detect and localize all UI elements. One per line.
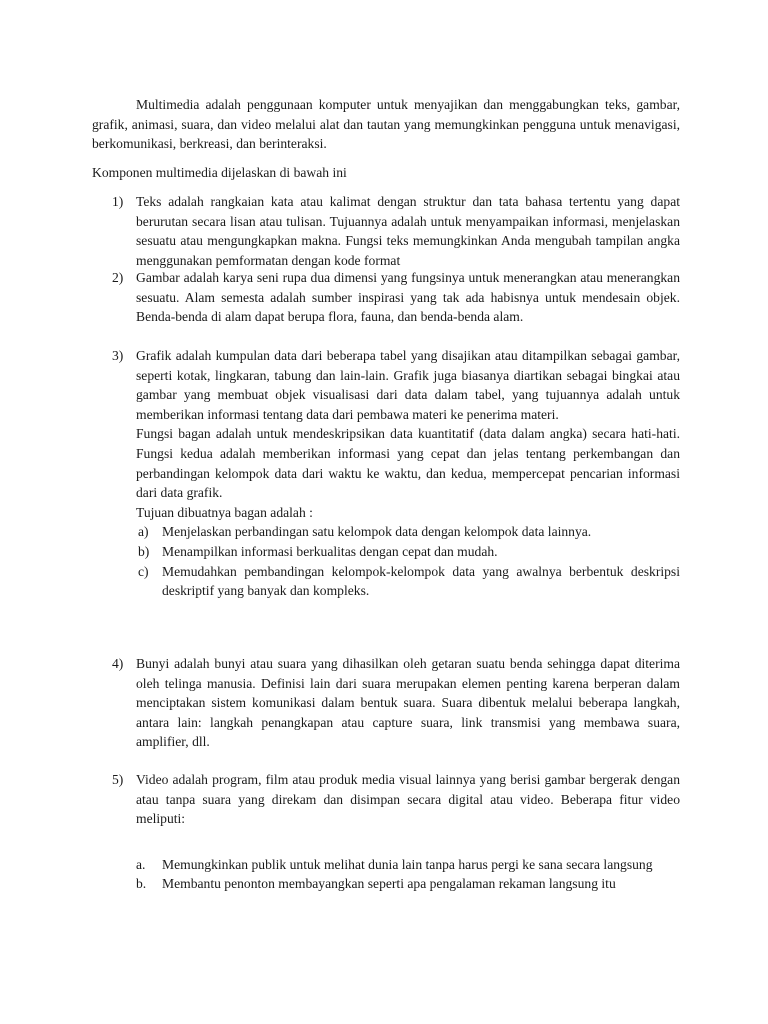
- sub-list-text: Menampilkan informasi berkualitas dengan cepat dan mudah.: [162, 543, 498, 559]
- sub-list-item: [116, 562, 680, 601]
- list-item-text-2: Fungsi bagan adalah untuk mendeskripsikan data kuantitatif (data dalam angka) secara hati-hati. Fungsi kedua adalah memberikan informasi yang cepat dan jelas tentang perkembangan dan perbandingan kelompok data dari waktu ke waktu, dan kedua, mempercepat pencarian informasi dari data grafik.: [136, 426, 680, 501]
- list-item: [92, 192, 680, 270]
- sub-list-label: a.: [136, 856, 146, 872]
- sub-list-text: Memudahkan pembandingan kelompok-kelompok data yang awalnya berbentuk deskripsi deskriptif yang banyak dan kompleks.: [162, 563, 680, 599]
- sub-list-label: b): [138, 543, 150, 559]
- list-item-number: 4): [112, 656, 124, 671]
- list-item-number: 5): [112, 772, 124, 787]
- list-item-number: 3): [112, 348, 124, 363]
- list-item: [92, 268, 680, 327]
- list-item-text: Gambar adalah karya seni rupa dua dimensi yang fungsinya untuk menerangkan atau menerangkan sesuatu. Alam semesta adalah sumber inspirasi yang tak ada habisnya untuk mendesain objek. Benda-benda di alam dapat berupa flora, fauna, dan benda-benda alam.: [136, 270, 680, 325]
- list-item-text-3: Tujuan dibuatnya bagan adalah :: [136, 504, 313, 520]
- sub-list-item: [116, 542, 680, 562]
- list-item-text: Bunyi adalah bunyi atau suara yang dihasilkan oleh getaran suatu benda sehingga dapat diterima oleh telinga manusia. Definisi lain dari suara merupakan elemen penting karena berperan dalam menciptakan sistem komunikasi dalam bentuk suara. Suara dibentuk melalui beberapa langkah, antara lain: langkah penangkapan atau capture suara, link transmisi yang membawa suara, amplifier, dll.: [136, 656, 680, 750]
- sub-list-item: [116, 522, 680, 542]
- list-item: [92, 654, 680, 752]
- sub-list-label: b.: [136, 876, 147, 892]
- list-item-text: Video adalah program, film atau produk media visual lainnya yang berisi gambar bergerak dengan atau tanpa suara yang direkam dan disimpan secara digital atau video. Beberapa fitur video meliputi:: [136, 772, 680, 827]
- sub-list-item: [116, 874, 680, 894]
- sub-list-label: a): [138, 524, 149, 540]
- components-heading: Komponen multimedia dijelaskan di bawah ini: [92, 165, 347, 180]
- sub-list-label: c): [138, 563, 149, 579]
- list-item-text: Teks adalah rangkaian kata atau kalimat dengan struktur dan tata bahasa tertentu yang dapat berurutan secara lisan atau tulisan. Tujuannya adalah untuk menyampaikan informasi, menjelaskan sesuatu atau mengungkapkan makna. Fungsi teks memungkinkan Anda mengubah tampilan angka menggunakan pemformatan dengan kode format: [136, 194, 680, 268]
- list-item: [92, 770, 680, 894]
- list-item-number: 1): [112, 194, 124, 209]
- intro-paragraph: Multimedia adalah penggunaan komputer untuk menyajikan dan menggabungkan teks, gambar, grafik, animasi, suara, dan video melalui alat dan tautan yang memungkinkan pengguna untuk menavigasi, berkomunikasi, berkreasi, dan berinteraksi.: [92, 97, 680, 152]
- sub-list-text: Memungkinkan publik untuk melihat dunia lain tanpa harus pergi ke sana secara langsung: [162, 856, 653, 872]
- list-item-number: 2): [112, 270, 124, 285]
- sub-list-item: [116, 855, 680, 875]
- list-item: [92, 346, 680, 601]
- sub-list-text: Membantu penonton membayangkan seperti apa pengalaman rekaman langsung itu: [162, 876, 616, 892]
- sub-list-text: Menjelaskan perbandingan satu kelompok data dengan kelompok data lainnya.: [162, 524, 592, 540]
- list-item-text: Grafik adalah kumpulan data dari beberapa tabel yang disajikan atau ditampilkan sebagai gambar, seperti kotak, lingkaran, tabung dan lain-lain. Grafik juga biasanya diartikan sebagai bingkai atau gambar yang membuat objek visualisasi dari data dalam tabel, yang tujuannya adalah untuk memberikan informasi tentang data dari pembawa materi ke penerima materi.: [136, 348, 680, 422]
